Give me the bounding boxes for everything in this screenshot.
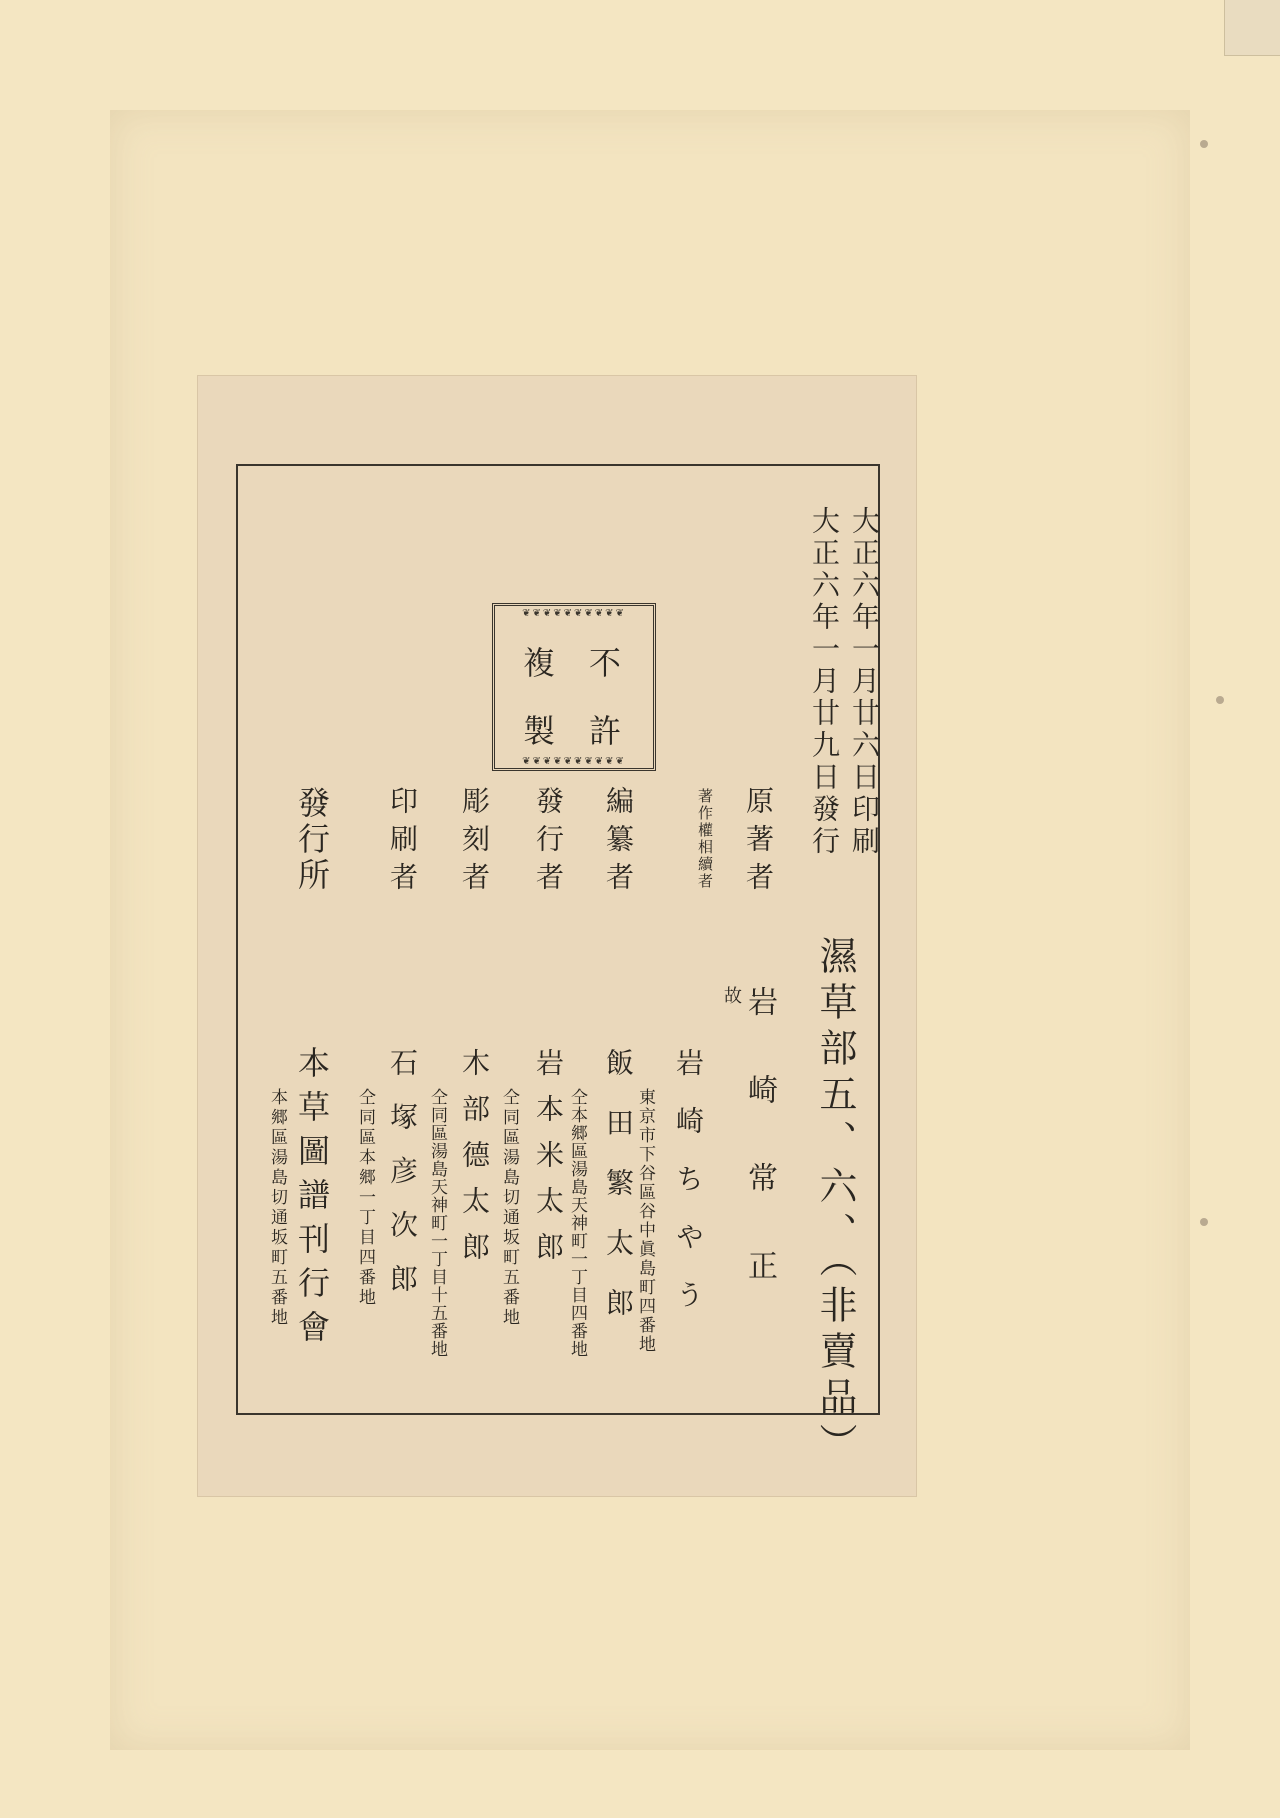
notice-char-2: 許 — [589, 712, 622, 750]
page-corner-fold — [1224, 0, 1280, 56]
printed-date: 大正六年一月廿六日印刷 — [848, 506, 881, 858]
engraver-address: 仝同區湯島天神町一丁目十五番地 — [427, 1088, 447, 1358]
role-heir: 著作權相續者 — [696, 788, 714, 890]
notice-char-4: 製 — [523, 712, 556, 750]
ornament-border-top: ❦❦❦❦❦❦❦❦❦❦ — [522, 608, 626, 618]
notice-char-3: 複 — [523, 644, 556, 682]
role-publisher: 發行者 — [532, 786, 565, 900]
editor-name: 飯田繁太郎 — [602, 1048, 635, 1348]
printer-name: 石塚彦次郎 — [386, 1048, 419, 1318]
role-editor: 編纂者 — [602, 786, 635, 900]
binding-hole — [1216, 696, 1224, 704]
book-title: 濕草部五、六、（非賣品） — [813, 936, 857, 1469]
engraver-name: 木部德太郎 — [458, 1048, 491, 1278]
publisher-name: 岩本米太郎 — [532, 1048, 565, 1278]
issued-date: 大正六年一月廿九日發行 — [808, 506, 841, 858]
role-author: 原著者 — [742, 786, 775, 900]
role-printer: 印刷者 — [386, 786, 419, 900]
heir-name: 岩崎ちやう — [672, 1048, 705, 1338]
publisher-address: 仝同區湯島切通坂町五番地 — [499, 1088, 519, 1328]
office-name: 本草圖譜刊行會 — [293, 1046, 331, 1354]
colophon-slip — [198, 376, 916, 1496]
late-mark: 故 — [721, 986, 742, 1004]
copyright-notice — [492, 603, 656, 771]
colophon-frame — [236, 464, 881, 1469]
office-address: 本郷區湯島切通坂町五番地 — [267, 1088, 287, 1328]
notice-char-1: 不 — [589, 644, 622, 682]
role-office: 發行所 — [293, 786, 331, 894]
role-engraver: 彫刻者 — [458, 786, 491, 900]
editor-address: 仝本郷區湯島天神町一丁目四番地 — [567, 1088, 587, 1358]
binding-hole — [1200, 1218, 1208, 1226]
ornament-border-bottom: ❦❦❦❦❦❦❦❦❦❦ — [522, 756, 626, 766]
printer-address: 仝同區本郷一丁目四番地 — [355, 1088, 375, 1308]
author-name: 岩崎常正 — [742, 986, 777, 1338]
binding-hole — [1200, 140, 1208, 148]
heir-address: 東京市下谷區谷中眞島町四番地 — [635, 1088, 655, 1354]
